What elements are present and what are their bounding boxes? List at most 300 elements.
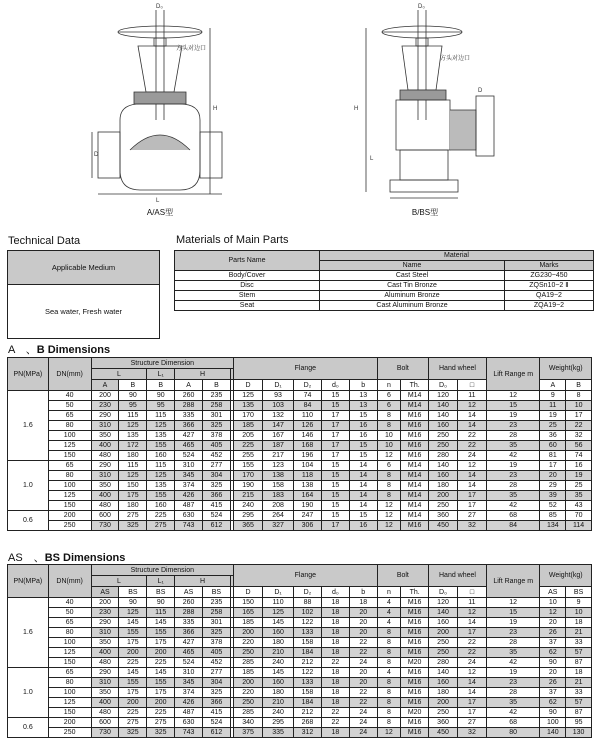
h-b-value: 325 xyxy=(203,688,231,698)
material-mark: ZQSn10−2 Ⅱ xyxy=(505,281,594,291)
h-a-value: 426 xyxy=(175,491,203,501)
weight-b-value: 21 xyxy=(566,678,592,688)
d2-value: 110 xyxy=(294,411,322,421)
lift-value: 28 xyxy=(486,481,540,491)
d0-value: 15 xyxy=(321,491,349,501)
lift-value: 23 xyxy=(486,421,540,431)
h1-header-blank xyxy=(230,369,233,380)
weight-a-value: 81 xyxy=(540,451,566,461)
d0-value: 15 xyxy=(321,511,349,521)
dimension-row xyxy=(8,628,592,638)
pn-header: PN(MPa) xyxy=(8,565,49,598)
n-value: 12 xyxy=(377,521,401,531)
h-b-value: 258 xyxy=(203,608,231,618)
h-b-value: 325 xyxy=(203,421,231,431)
weight-b-value: 21 xyxy=(566,628,592,638)
lift-value: 12 xyxy=(486,598,540,608)
flange-header: Flange xyxy=(234,358,378,380)
h-a-value: 630 xyxy=(175,511,203,521)
d-value: 190 xyxy=(234,481,263,491)
lift-value: 42 xyxy=(486,501,540,511)
square-value: 11 xyxy=(457,598,486,608)
d1-value: 110 xyxy=(263,598,294,608)
thread-value: M16 xyxy=(401,618,429,628)
drawing-b xyxy=(350,0,500,222)
h-a-value: 487 xyxy=(175,501,203,511)
weight-b-value: 10 xyxy=(566,401,592,411)
h-b-value: 415 xyxy=(203,501,231,511)
d0-value: 17 xyxy=(321,411,349,421)
hand-wheel-header: Hand wheel xyxy=(429,565,487,587)
materials-row xyxy=(175,271,594,281)
wheel-d0-value: 160 xyxy=(429,471,458,481)
d-value: 170 xyxy=(234,411,263,421)
b-flange-subheader: b xyxy=(349,587,377,598)
d0-value: 22 xyxy=(321,658,349,668)
weight-b-value: 74 xyxy=(566,451,592,461)
thread-value: M16 xyxy=(401,441,429,451)
wheel-d0-value: 160 xyxy=(429,618,458,628)
l1-b-subheader: B xyxy=(147,380,175,391)
b-value: 15 xyxy=(349,441,377,451)
dimension-row xyxy=(8,411,592,421)
d-subheader: D xyxy=(234,380,263,391)
h-b-value: 366 xyxy=(203,698,231,708)
lift-value: 35 xyxy=(486,491,540,501)
dn-value: 200 xyxy=(48,511,91,521)
l1-value: 225 xyxy=(147,658,175,668)
h-b-value: 524 xyxy=(203,718,231,728)
d2-value: 306 xyxy=(294,521,322,531)
l-b-value: 155 xyxy=(119,628,147,638)
weight-a-value: 62 xyxy=(540,698,566,708)
n-value: 12 xyxy=(377,511,401,521)
d1-subheader: D₁ xyxy=(263,587,294,598)
d-value: 375 xyxy=(234,728,263,738)
b-value: 22 xyxy=(349,648,377,658)
weight-b-value: 8 xyxy=(566,391,592,401)
d2-value: 88 xyxy=(294,598,322,608)
l1-value: 225 xyxy=(147,511,175,521)
dn-value: 50 xyxy=(48,608,91,618)
d2-value: 133 xyxy=(294,628,322,638)
h-a-value: 374 xyxy=(175,481,203,491)
h1-header-blank xyxy=(230,576,233,587)
dn-value: 100 xyxy=(48,688,91,698)
n-value: 4 xyxy=(377,598,401,608)
lift-value: 28 xyxy=(486,431,540,441)
b-value: 14 xyxy=(349,491,377,501)
dimension-row xyxy=(8,461,592,471)
thread-subheader: Th. xyxy=(401,587,429,598)
d0-value: 18 xyxy=(321,688,349,698)
l-b-value: 175 xyxy=(119,638,147,648)
lift-value: 35 xyxy=(486,698,540,708)
square-value: 14 xyxy=(457,688,486,698)
b-value: 24 xyxy=(349,708,377,718)
l-a-value: 730 xyxy=(91,521,119,531)
material-mark: QA19−2 xyxy=(505,291,594,301)
l-b-value: 225 xyxy=(119,658,147,668)
thread-value: M14 xyxy=(401,471,429,481)
weight-a-value: 37 xyxy=(540,638,566,648)
l1-value: 145 xyxy=(147,618,175,628)
d-value: 295 xyxy=(234,511,263,521)
d-value: 165 xyxy=(234,608,263,618)
l-b-value: 155 xyxy=(119,678,147,688)
l-a-value: 480 xyxy=(91,708,119,718)
mark-l: L xyxy=(370,156,374,162)
dn-header: DN(mm) xyxy=(48,565,91,598)
d-value: 215 xyxy=(234,491,263,501)
pn-value: 1.0 xyxy=(8,668,49,718)
h-a-value: 260 xyxy=(175,391,203,401)
l-b-value: 115 xyxy=(119,411,147,421)
l-b-value: 95 xyxy=(119,401,147,411)
weight-b-subheader: B xyxy=(566,380,592,391)
n-subheader: n xyxy=(377,380,401,391)
thread-value: M16 xyxy=(401,688,429,698)
h-b-value: 452 xyxy=(203,658,231,668)
l1-value: 125 xyxy=(147,421,175,431)
h-a-value: 426 xyxy=(175,698,203,708)
parts-name-header: Parts Name xyxy=(175,251,320,271)
weight-b-value: 43 xyxy=(566,501,592,511)
weight-b-value: 18 xyxy=(566,668,592,678)
lift-value: 42 xyxy=(486,658,540,668)
part-name: Seat xyxy=(175,301,320,311)
n-value: 12 xyxy=(377,451,401,461)
d-value: 250 xyxy=(234,698,263,708)
h-b-value: 405 xyxy=(203,648,231,658)
lift-value: 28 xyxy=(486,638,540,648)
wheel-d0-value: 180 xyxy=(429,481,458,491)
dimension-row xyxy=(8,491,592,501)
d-value: 250 xyxy=(234,648,263,658)
d1-value: 167 xyxy=(263,431,294,441)
d2-value: 74 xyxy=(294,391,322,401)
weight-b-value: 87 xyxy=(566,658,592,668)
d0-value: 18 xyxy=(321,678,349,688)
square-value: 14 xyxy=(457,481,486,491)
mark-square: 方头对边口 xyxy=(176,46,207,52)
d0-value: 18 xyxy=(321,668,349,678)
h-a-value: 630 xyxy=(175,718,203,728)
dimension-row xyxy=(8,391,592,401)
weight-a-value: 26 xyxy=(540,628,566,638)
d0-value: 22 xyxy=(321,708,349,718)
d0-value: 18 xyxy=(321,698,349,708)
d-value: 220 xyxy=(234,638,263,648)
material-name: Cast Aluminum Bronze xyxy=(320,301,505,311)
l-a-value: 400 xyxy=(91,648,119,658)
d0-value: 15 xyxy=(321,391,349,401)
part-name: Stem xyxy=(175,291,320,301)
weight-b-value: 57 xyxy=(566,698,592,708)
b-value: 16 xyxy=(349,431,377,441)
weight-b-value: 87 xyxy=(566,708,592,718)
d1-value: 145 xyxy=(263,668,294,678)
d0-value: 17 xyxy=(321,421,349,431)
lift-value: 15 xyxy=(486,401,540,411)
l-b-value: 172 xyxy=(119,441,147,451)
l1-value: 175 xyxy=(147,638,175,648)
dn-value: 100 xyxy=(48,431,91,441)
lift-value: 19 xyxy=(486,618,540,628)
l1-value: 175 xyxy=(147,688,175,698)
n-value: 8 xyxy=(377,628,401,638)
material-name: Cast Steel xyxy=(320,271,505,281)
applicable-medium-value: Sea water, Fresh water xyxy=(8,285,160,339)
wheel-d0-value: 250 xyxy=(429,431,458,441)
l-b-value: 125 xyxy=(119,608,147,618)
square-value: 17 xyxy=(457,708,486,718)
d1-value: 145 xyxy=(263,618,294,628)
dn-value: 150 xyxy=(48,451,91,461)
lift-value: 42 xyxy=(486,451,540,461)
l1-value: 155 xyxy=(147,441,175,451)
l1-value: 135 xyxy=(147,481,175,491)
square-value: 24 xyxy=(457,451,486,461)
wheel-d0-value: 360 xyxy=(429,511,458,521)
n-value: 4 xyxy=(377,618,401,628)
weight-b-value: 95 xyxy=(566,718,592,728)
dimension-row xyxy=(8,648,592,658)
h-a-subheader: AS xyxy=(175,587,203,598)
l-a-value: 310 xyxy=(91,678,119,688)
h-b-value: 405 xyxy=(203,441,231,451)
l1-value: 200 xyxy=(147,698,175,708)
d1-value: 103 xyxy=(263,401,294,411)
weight-a-value: 10 xyxy=(540,598,566,608)
l1-value: 275 xyxy=(147,521,175,531)
pn-value: 0.6 xyxy=(8,718,49,738)
materials-table xyxy=(174,250,594,311)
l-a-value: 730 xyxy=(91,728,119,738)
wheel-d0-value: 280 xyxy=(429,451,458,461)
d0-value: 15 xyxy=(321,471,349,481)
mark-h: H xyxy=(354,106,359,112)
l-header: L xyxy=(91,369,147,380)
l-a-value: 480 xyxy=(91,451,119,461)
d1-value: 123 xyxy=(263,461,294,471)
h-b-value: 366 xyxy=(203,491,231,501)
d-value: 285 xyxy=(234,708,263,718)
d-value: 205 xyxy=(234,431,263,441)
thread-value: M16 xyxy=(401,451,429,461)
square-value: 12 xyxy=(457,461,486,471)
material-name: Cast Tin Bronze xyxy=(320,281,505,291)
h-header: H xyxy=(175,576,231,587)
b-value: 16 xyxy=(349,421,377,431)
square-value: 27 xyxy=(457,511,486,521)
dimension-row xyxy=(8,598,592,608)
wheel-d0-value: 120 xyxy=(429,391,458,401)
h-b-value: 304 xyxy=(203,678,231,688)
wheel-d0-value: 120 xyxy=(429,598,458,608)
lift-value: 12 xyxy=(486,391,540,401)
dn-value: 150 xyxy=(48,501,91,511)
d-value: 240 xyxy=(234,501,263,511)
wheel-d0-value: 200 xyxy=(429,491,458,501)
hand-wheel-header: Hand wheel xyxy=(429,358,487,380)
weight-b-value: 25 xyxy=(566,481,592,491)
dimension-row xyxy=(8,608,592,618)
dimension-row xyxy=(8,521,592,531)
l-a-value: 350 xyxy=(91,688,119,698)
d2-value: 164 xyxy=(294,491,322,501)
dimension-row xyxy=(8,511,592,521)
d0-small-subheader: d₀ xyxy=(321,587,349,598)
mark-d: D xyxy=(94,152,99,158)
l-b-value: 325 xyxy=(119,521,147,531)
b-value: 13 xyxy=(349,391,377,401)
l-header: L xyxy=(91,576,147,587)
h-b-value: 378 xyxy=(203,638,231,648)
n-value: 8 xyxy=(377,678,401,688)
n-value: 4 xyxy=(377,668,401,678)
b-value: 24 xyxy=(349,658,377,668)
weight-b-value: 10 xyxy=(566,608,592,618)
d2-value: 146 xyxy=(294,431,322,441)
weight-b-value: 56 xyxy=(566,441,592,451)
l1-header: L₁ xyxy=(147,576,175,587)
thread-value: M16 xyxy=(401,668,429,678)
d1-value: 183 xyxy=(263,491,294,501)
l-a-value: 310 xyxy=(91,471,119,481)
dimension-row xyxy=(8,441,592,451)
wheel-d0-value: 200 xyxy=(429,698,458,708)
d2-value: 126 xyxy=(294,421,322,431)
thread-value: M20 xyxy=(401,708,429,718)
n-value: 8 xyxy=(377,481,401,491)
ab-dimensions-table xyxy=(7,357,592,531)
wheel-d0-value: 140 xyxy=(429,401,458,411)
pn-value: 0.6 xyxy=(8,511,49,531)
l-a-value: 600 xyxy=(91,511,119,521)
d1-value: 240 xyxy=(263,708,294,718)
lift-value: 23 xyxy=(486,678,540,688)
d1-value: 210 xyxy=(263,698,294,708)
square-value: 17 xyxy=(457,491,486,501)
n-value: 12 xyxy=(377,728,401,738)
l-b-value: 275 xyxy=(119,511,147,521)
weight-b-value: 33 xyxy=(566,638,592,648)
l1-value: 155 xyxy=(147,628,175,638)
l-b-value: 125 xyxy=(119,421,147,431)
thread-value: M16 xyxy=(401,608,429,618)
l-a-value: 230 xyxy=(91,608,119,618)
b-value: 13 xyxy=(349,401,377,411)
square-value: 12 xyxy=(457,608,486,618)
h-a-value: 743 xyxy=(175,521,203,531)
square-value: 32 xyxy=(457,728,486,738)
dn-value: 150 xyxy=(48,708,91,718)
l-a-value: 600 xyxy=(91,718,119,728)
d1-value: 125 xyxy=(263,608,294,618)
lift-value: 23 xyxy=(486,628,540,638)
h-a-value: 524 xyxy=(175,658,203,668)
l1-value: 155 xyxy=(147,678,175,688)
square-value: 14 xyxy=(457,678,486,688)
d2-value: 212 xyxy=(294,658,322,668)
h-b-value: 452 xyxy=(203,451,231,461)
thread-value: M16 xyxy=(401,421,429,431)
l-b-value: 145 xyxy=(119,668,147,678)
drawing-a xyxy=(90,0,230,222)
d0-value: 17 xyxy=(321,451,349,461)
n-value: 8 xyxy=(377,491,401,501)
weight-a-value: 20 xyxy=(540,618,566,628)
square-value: 17 xyxy=(457,698,486,708)
pn-value: 1.6 xyxy=(8,391,49,461)
d1-subheader: D₁ xyxy=(263,380,294,391)
thread-value: M16 xyxy=(401,431,429,441)
material-mark: ZG230−450 xyxy=(505,271,594,281)
l-b-value: 145 xyxy=(119,618,147,628)
l-b-value: 115 xyxy=(119,461,147,471)
dn-value: 50 xyxy=(48,401,91,411)
d-value: 125 xyxy=(234,391,263,401)
wheel-d0-value: 250 xyxy=(429,638,458,648)
d1-value: 208 xyxy=(263,501,294,511)
dimension-row xyxy=(8,451,592,461)
d2-value: 102 xyxy=(294,608,322,618)
marks-header: Marks xyxy=(505,261,594,271)
h-a-value: 310 xyxy=(175,461,203,471)
b-value: 20 xyxy=(349,668,377,678)
weight-b-value: 16 xyxy=(566,461,592,471)
d1-value: 93 xyxy=(263,391,294,401)
l-b-value: 180 xyxy=(119,451,147,461)
lift-value: 68 xyxy=(486,718,540,728)
n-value: 12 xyxy=(377,501,401,511)
d1-value: 295 xyxy=(263,718,294,728)
n-value: 8 xyxy=(377,421,401,431)
dimension-row xyxy=(8,728,592,738)
n-value: 8 xyxy=(377,698,401,708)
d0-value: 18 xyxy=(321,648,349,658)
material-name: Aluminum Bronze xyxy=(320,291,505,301)
d1-value: 187 xyxy=(263,441,294,451)
square-value: 22 xyxy=(457,638,486,648)
d2-value: 247 xyxy=(294,511,322,521)
d2-value: 212 xyxy=(294,708,322,718)
h-a-value: 345 xyxy=(175,471,203,481)
l-a-value: 290 xyxy=(91,411,119,421)
wheel-d0-value: 250 xyxy=(429,648,458,658)
d0-value: 15 xyxy=(321,461,349,471)
mark-h: H xyxy=(213,106,218,112)
n-value: 8 xyxy=(377,411,401,421)
part-name: Disc xyxy=(175,281,320,291)
b-value: 20 xyxy=(349,608,377,618)
n-value: 8 xyxy=(377,471,401,481)
l-b-value: 175 xyxy=(119,491,147,501)
square-value: 32 xyxy=(457,521,486,531)
d2-value: 84 xyxy=(294,401,322,411)
d-value: 170 xyxy=(234,471,263,481)
weight-a-value: 20 xyxy=(540,471,566,481)
l-a-value: 310 xyxy=(91,628,119,638)
square-subheader: □ xyxy=(457,380,486,391)
dimension-row xyxy=(8,668,592,678)
dn-value: 250 xyxy=(48,728,91,738)
weight-header: Weight(kg) xyxy=(540,565,592,587)
h-b-value: 325 xyxy=(203,481,231,491)
b-value: 14 xyxy=(349,501,377,511)
thread-value: M16 xyxy=(401,728,429,738)
